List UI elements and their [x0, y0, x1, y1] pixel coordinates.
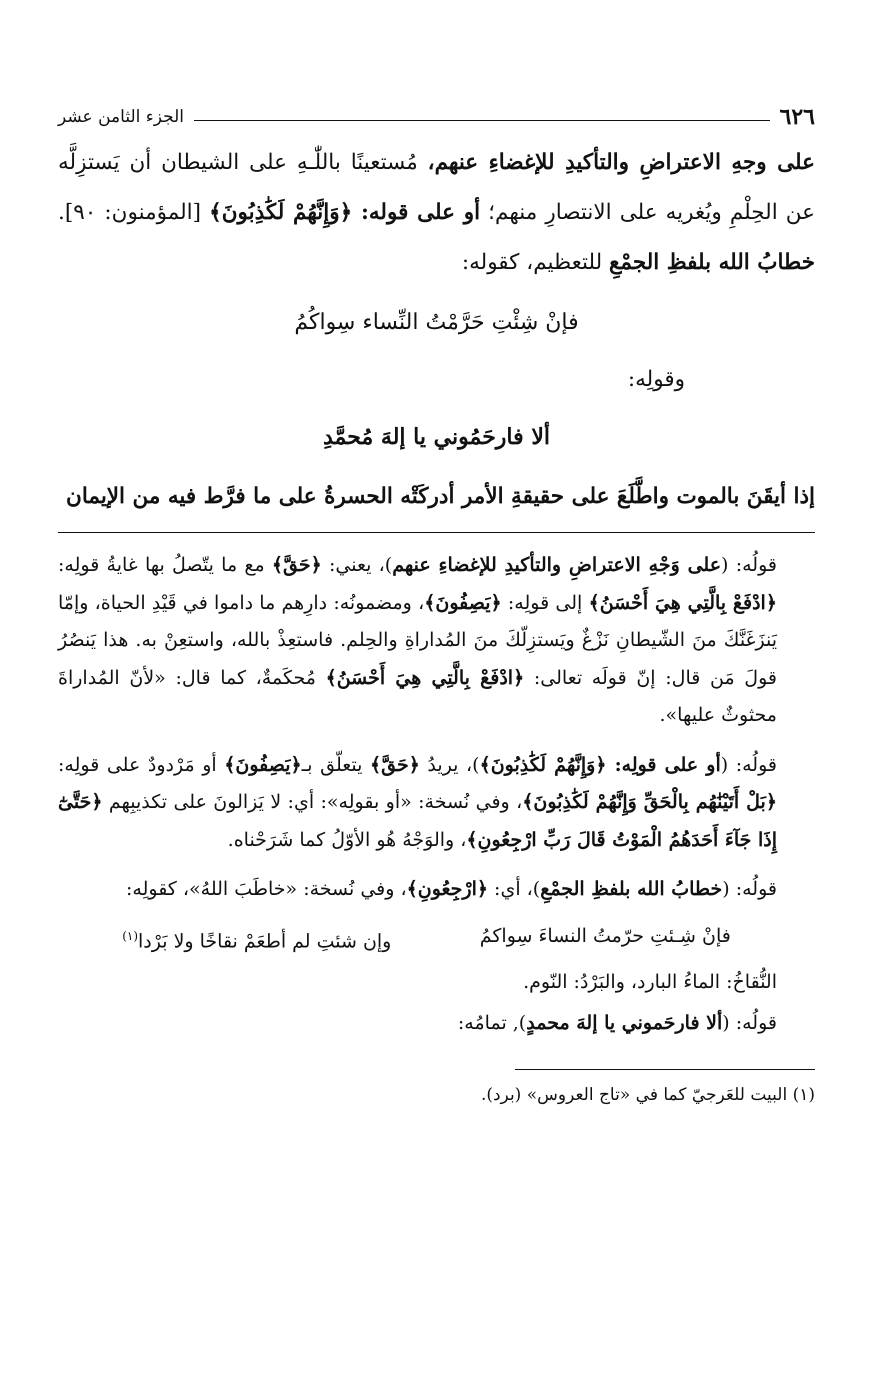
quran-quote: ﴿ادْفَعْ بِالَّتِي هِيَ أَحْسَنُ﴾: [588, 591, 777, 614]
text-span: قولُه: (: [722, 1012, 777, 1035]
header-rule: [194, 120, 770, 121]
text-span: )، يريدُ: [419, 753, 480, 776]
footnote-separator: [515, 1069, 815, 1070]
text-span: قولُه: (: [720, 753, 777, 776]
commentary-paragraph-4: [58, 1005, 815, 1043]
running-header: [58, 100, 815, 134]
quran-quote: ﴿بَلْ أَتَيْنَٰهُم بِالْحَقِّ وَإِنَّهُمْ لَكَٰذِبُونَ﴾: [522, 791, 777, 813]
quran-quote: ﴿وَإِنَّهُمْ لَكَٰذِبُونَ﴾: [209, 200, 353, 225]
text-span: )، يعني:: [321, 554, 393, 576]
poetry-couplet: [58, 913, 815, 964]
page-number: ٦٢٦: [779, 104, 815, 130]
quran-quote: ﴿وَإِنَّهُمْ لَكَٰذِبُونَ﴾: [479, 753, 607, 776]
text-span: [المؤمنون: ٩٠].: [58, 200, 210, 225]
footnote: (١) البيت للعَرجيّ كما في «تاج العروس» (برد).: [480, 1084, 815, 1105]
text-span: ، وفي نُسخة: «خاطَبَ اللهُ»، كقولِه:: [126, 878, 407, 900]
text-span: قولُه: (: [722, 878, 777, 900]
commentary-paragraph-3: [58, 871, 815, 909]
quran-quote: ﴿حَقَّ﴾: [370, 753, 420, 776]
commentary-separator: [58, 532, 815, 533]
running-title: الجزء الثامن عشر: [58, 107, 185, 127]
main-text: [58, 138, 815, 522]
quran-quote: ﴿ارْجِعُونِ﴾: [406, 878, 489, 900]
text-span: للتعظيم، كقوله:: [461, 250, 609, 275]
bold-phrase: أو على قوله:: [352, 200, 481, 225]
commentary: [58, 547, 815, 1043]
text-span: مُحكَمةٌ، كما قال: «لأنّ المُداراةَ محثوثٌ عليها».: [58, 666, 777, 726]
text-span: مع ما يتّصلُ بها غايةُ قولِه:: [58, 554, 272, 576]
quran-quote: ﴿يَصِفُونَ﴾: [424, 591, 502, 614]
text-span: )، أي:: [488, 878, 541, 900]
poetry-verse-2: ألا فارحَمُوني يا إلهَ مُحمَّدِ: [323, 424, 550, 450]
footnote-marker: (١): [122, 928, 139, 943]
bold-phrase: على وَجْهِ الاعتراضِ والتأكيدِ للإغضاءِ عنهم: [392, 554, 722, 576]
text-span: أو مَرْدودٌ على قولِه:: [58, 753, 225, 776]
commentary-paragraph-2: [58, 747, 815, 860]
verse-intro-label: وقولِه:: [627, 367, 685, 392]
main-paragraph-2: إذا أيقَنَ بالموت واطَّلَعَ على حقيقةِ الأمر أدركَتْه الحسرةُ على ما فرَّط فيه من الإيمان: [66, 484, 815, 509]
bold-phrase: أو على قولِه:: [606, 753, 721, 776]
text-span: مُستعينًا باللّٰـهِ على الشيطان أن يَستزِلَّه عن الحِلْمِ ويُغريه على الانتصارِ منهم؛: [58, 150, 815, 225]
quran-quote: ﴿ادْفَعْ بِالَّتِي هِيَ أَحْسَنُ﴾: [325, 666, 525, 689]
commentary-paragraph-1: [58, 547, 815, 735]
text-span: ، وفي نُسخة: «أو بقولِه»: أي: لا يَزالونَ على تكذيبِهم: [102, 791, 523, 813]
poetry-verse-1: فإنْ شِئْتِ حَرَّمْتُ النِّساء سِواكُمُ: [294, 310, 579, 335]
gloss-line: النُّقاخُ: الماءُ البارد، والبَرْدُ: النّوم.: [523, 970, 777, 993]
bold-phrase: ألا فارحَموني يا إلهَ محمدٍ: [526, 1012, 723, 1035]
text-span: قولُه: (: [721, 554, 777, 576]
couplet-first-hemistich: فإنْ شِـئتِ حرّمتُ النساءَ سِواكمُ: [479, 924, 731, 947]
quran-quote: ﴿حَتَّىٰٓ إِذَا جَآءَ أَحَدَهُمُ الْمَوْتُ قَالَ رَبِّ ارْجِعُونِ﴾: [58, 791, 777, 851]
text-span: ، ومضمونُه: دارِهم ما داموا في قَيْدِ الحياة، وإمّا يَنزَغَنَّكَ منَ الشّيطانِ نَزْغٌ ويَستزِلّكَ منَ المُداراةِ والحِلم. فاستعِذْ بالله، واستعِنْ به. هذا يَنصُرُ قولَ مَن قال: إنّ قولَه تعالى:: [58, 591, 777, 689]
bold-phrase: على وجهِ الاعتراضِ والتأكيدِ للإغضاءِ عنهم،: [427, 150, 815, 175]
text-span: يتعلّق بـ: [301, 753, 370, 776]
quran-quote: ﴿حَقَّ﴾: [271, 554, 322, 576]
text-span: إلى قولِه:: [501, 591, 589, 614]
couplet-second-text: وإن شئتِ لم أطعَمْ نقاخًا ولا بَرْدا: [138, 929, 392, 952]
bold-phrase: خطابُ الله بلفظِ الجمْعِ: [540, 878, 723, 900]
text-span: ), تمامُه:: [457, 1012, 527, 1035]
book-page: [58, 100, 815, 1360]
quran-quote: ﴿يَصِفُونَ﴾: [224, 753, 302, 776]
couplet-second-hemistich: [122, 913, 391, 964]
main-paragraph-1: [58, 138, 815, 288]
text-span: ، والوَجْهُ هُو الأوّلُ كما شَرَحْناه.: [227, 828, 467, 851]
bold-phrase: خطابُ الله بلفظِ الجمْعِ: [608, 250, 815, 275]
